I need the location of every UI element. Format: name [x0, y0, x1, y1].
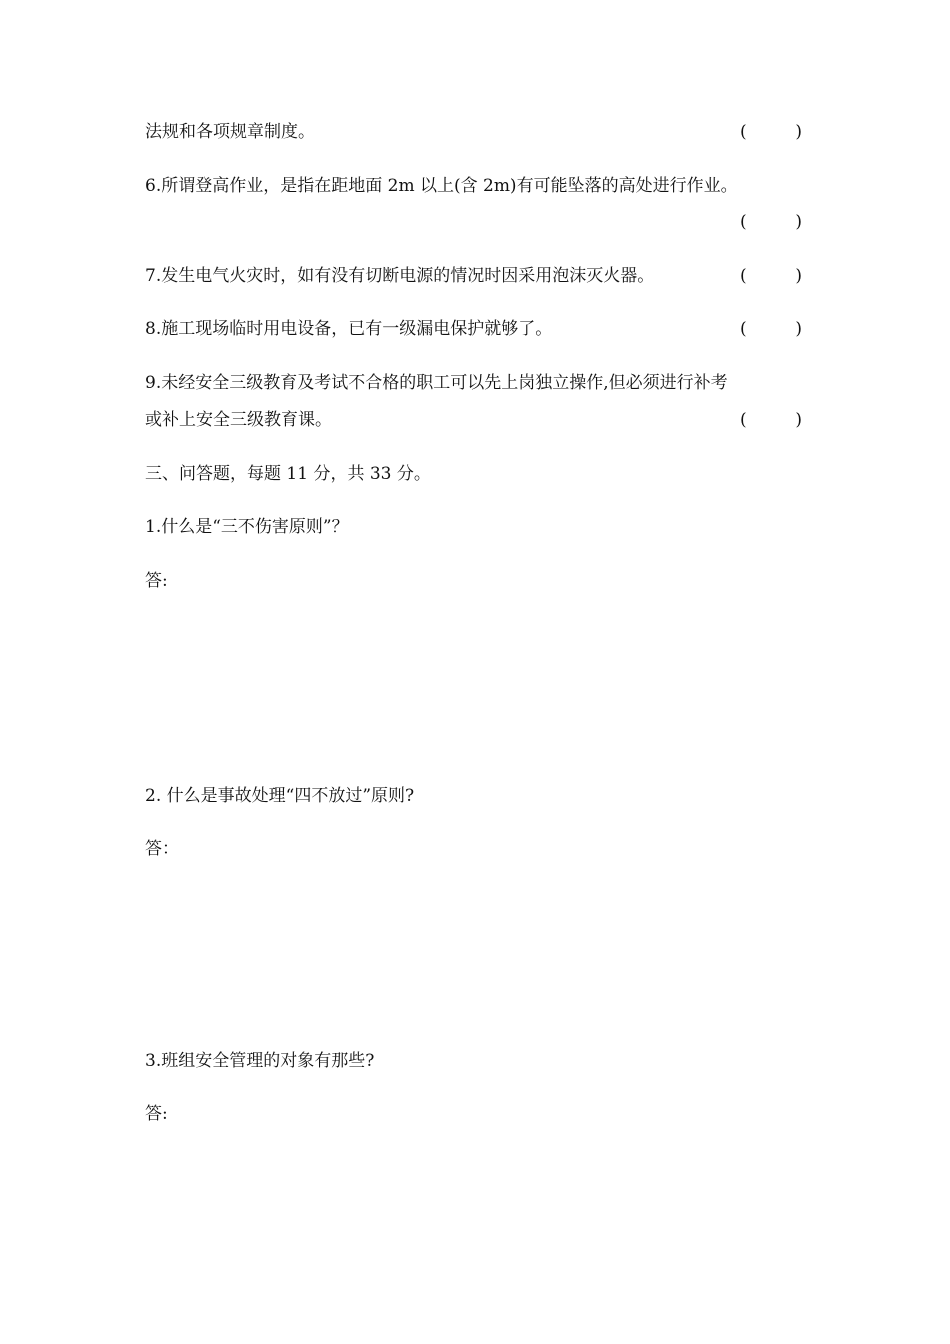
q7-answer-blank[interactable] — [740, 265, 802, 287]
q6-text: 6.所谓登高作业，是指在距地面 2m 以上(含 2m)有可能坠落的高处进行作业。 — [145, 176, 738, 196]
q5-continuation-text: 法规和各项规章制度。 — [145, 122, 315, 142]
qa3-answer-label: 答: — [145, 1104, 168, 1124]
q8-answer-blank[interactable] — [740, 318, 802, 340]
qa1-question: 1.什么是“三不伤害原则”？ — [145, 517, 349, 537]
q9-text-line2: 或补上安全三级教育课。 — [145, 410, 332, 430]
qa3-question: 3.班组安全管理的对象有那些? — [145, 1051, 375, 1071]
section3-heading: 三、问答题，每题 11 分，共 33 分。 — [145, 464, 431, 484]
q8-text: 8.施工现场临时用电设备，已有一级漏电保护就够了。 — [145, 319, 553, 339]
open-paren: ( — [740, 122, 747, 142]
open-paren: ( — [740, 212, 747, 232]
open-paren: ( — [740, 319, 747, 339]
qa1-answer-label: 答: — [145, 571, 168, 591]
close-paren: ) — [795, 410, 802, 430]
close-paren: ) — [795, 212, 802, 232]
close-paren: ) — [795, 319, 802, 339]
q9-text-line1: 9.未经安全三级教育及考试不合格的职工可以先上岗独立操作,但必须进行补考 — [145, 373, 728, 393]
close-paren: ) — [795, 122, 802, 142]
open-paren: ( — [740, 410, 747, 430]
open-paren: ( — [740, 266, 747, 286]
close-paren: ) — [795, 266, 802, 286]
q9-answer-blank[interactable] — [740, 409, 802, 431]
qa2-question: 2. 什么是事故处理“四不放过”原则? — [145, 786, 415, 806]
q5-answer-blank[interactable] — [740, 121, 802, 143]
qa2-answer-label: 答： — [145, 839, 179, 859]
q7-text: 7.发生电气火灾时，如有没有切断电源的情况时因采用泡沫灭火器。 — [145, 266, 655, 286]
q6-answer-blank[interactable] — [740, 211, 802, 233]
